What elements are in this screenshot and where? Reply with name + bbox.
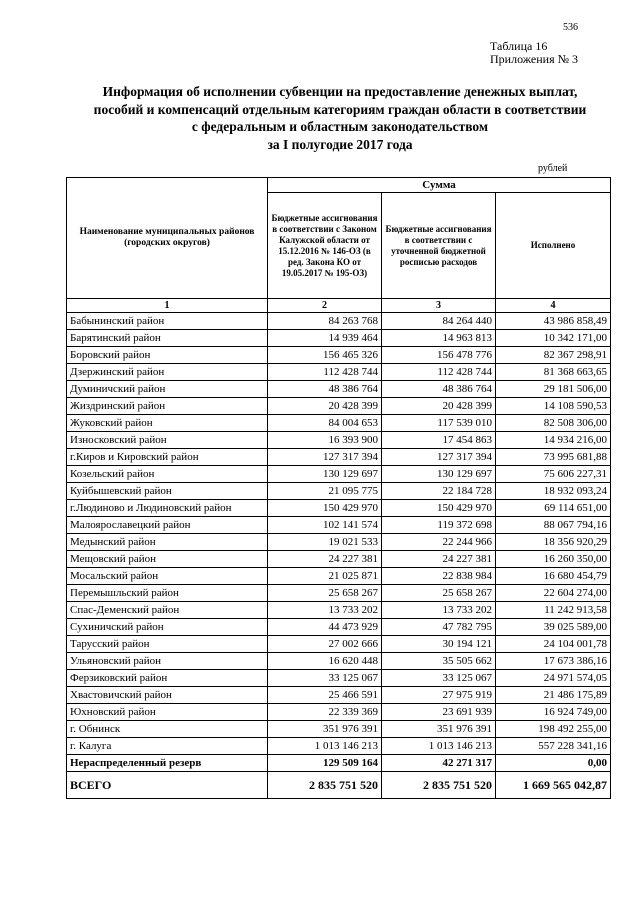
table-row bbox=[67, 364, 611, 381]
district-name-cell: г. Калуга bbox=[67, 738, 268, 755]
revised-amount-cell: 117 539 010 bbox=[382, 415, 496, 432]
revised-amount-cell: 84 264 440 bbox=[382, 313, 496, 330]
executed-amount-cell: 21 486 175,89 bbox=[496, 687, 611, 704]
approved-amount-cell: 33 125 067 bbox=[268, 670, 382, 687]
table-row bbox=[67, 517, 611, 534]
executed-amount-cell: 18 932 093,24 bbox=[496, 483, 611, 500]
approved-amount-cell: 84 263 768 bbox=[268, 313, 382, 330]
table-row bbox=[67, 483, 611, 500]
table-row bbox=[67, 721, 611, 738]
executed-amount-cell: 11 242 913,58 bbox=[496, 602, 611, 619]
header-approved-column: Бюджетные ассигнования в соответствии с Законом Калужской области от 15.12.2016 № 146-ОЗ (в ред. Закона КО от 19.05.2017 № 195-ОЗ) bbox=[268, 193, 382, 299]
district-name-cell: Бабынинский район bbox=[67, 313, 268, 330]
executed-amount-cell: 22 604 274,00 bbox=[496, 585, 611, 602]
revised-amount-cell: 156 478 776 bbox=[382, 347, 496, 364]
approved-amount-cell: 351 976 391 bbox=[268, 721, 382, 738]
appendix-label: Приложения № 3 bbox=[490, 52, 579, 66]
district-name-cell: г.Людиново и Людиновский район bbox=[67, 500, 268, 517]
approved-amount-cell: 48 386 764 bbox=[268, 381, 382, 398]
table-row bbox=[67, 415, 611, 432]
table-row bbox=[67, 381, 611, 398]
district-name-cell: Сухиничский район bbox=[67, 619, 268, 636]
revised-amount-cell: 20 428 399 bbox=[382, 398, 496, 415]
executed-amount-cell: 43 986 858,49 bbox=[496, 313, 611, 330]
approved-amount-cell: 102 141 574 bbox=[268, 517, 382, 534]
approved-amount-cell: 13 733 202 bbox=[268, 602, 382, 619]
district-name-cell: ВСЕГО bbox=[67, 772, 268, 799]
title-line: пособий и компенсаций отдельным категориям граждан области в соответствии bbox=[93, 101, 587, 117]
header-revised-column: Бюджетные ассигнования в соответствии с уточненной бюджетной росписью расходов bbox=[382, 193, 496, 299]
executed-amount-cell: 24 104 001,78 bbox=[496, 636, 611, 653]
revised-amount-cell: 14 963 813 bbox=[382, 330, 496, 347]
table-row bbox=[67, 687, 611, 704]
approved-amount-cell: 21 025 871 bbox=[268, 568, 382, 585]
executed-amount-cell: 17 673 386,16 bbox=[496, 653, 611, 670]
district-name-cell: Ферзиковский район bbox=[67, 670, 268, 687]
executed-amount-cell: 14 934 216,00 bbox=[496, 432, 611, 449]
table-reference bbox=[490, 40, 578, 66]
revised-amount-cell: 351 976 391 bbox=[382, 721, 496, 738]
column-number: 4 bbox=[496, 299, 611, 313]
approved-amount-cell: 19 021 533 bbox=[268, 534, 382, 551]
district-name-cell: г.Киров и Кировский район bbox=[67, 449, 268, 466]
approved-amount-cell: 130 129 697 bbox=[268, 466, 382, 483]
executed-amount-cell: 16 260 350,00 bbox=[496, 551, 611, 568]
district-name-cell: Дзержинский район bbox=[67, 364, 268, 381]
approved-amount-cell: 150 429 970 bbox=[268, 500, 382, 517]
executed-amount-cell: 16 680 454,79 bbox=[496, 568, 611, 585]
approved-amount-cell: 21 095 775 bbox=[268, 483, 382, 500]
column-number: 1 bbox=[67, 299, 268, 313]
header-sum-group: Сумма bbox=[268, 178, 611, 193]
executed-amount-cell: 73 995 681,88 bbox=[496, 449, 611, 466]
table-row bbox=[67, 602, 611, 619]
executed-amount-cell: 81 368 663,65 bbox=[496, 364, 611, 381]
title-line: с федеральным и областным законодательством bbox=[191, 119, 489, 134]
revised-amount-cell: 22 184 728 bbox=[382, 483, 496, 500]
district-name-cell: Жиздринский район bbox=[67, 398, 268, 415]
approved-amount-cell: 156 465 326 bbox=[268, 347, 382, 364]
executed-amount-cell: 29 181 506,00 bbox=[496, 381, 611, 398]
total-row bbox=[67, 772, 611, 799]
district-name-cell: Спас-Деменский район bbox=[67, 602, 268, 619]
revised-amount-cell: 25 658 267 bbox=[382, 585, 496, 602]
revised-amount-cell: 127 317 394 bbox=[382, 449, 496, 466]
table-row bbox=[67, 636, 611, 653]
executed-amount-cell: 39 025 589,00 bbox=[496, 619, 611, 636]
executed-amount-cell: 82 367 298,91 bbox=[496, 347, 611, 364]
revised-amount-cell: 17 454 863 bbox=[382, 432, 496, 449]
table-label: Таблица 16 bbox=[490, 39, 548, 53]
table-row bbox=[67, 449, 611, 466]
district-name-cell: Мещовский район bbox=[67, 551, 268, 568]
revised-amount-cell: 42 271 317 bbox=[382, 755, 496, 772]
reserve-row bbox=[67, 755, 611, 772]
table-row bbox=[67, 432, 611, 449]
table-row bbox=[67, 585, 611, 602]
table-row bbox=[67, 330, 611, 347]
table-row bbox=[67, 347, 611, 364]
table-body bbox=[67, 313, 611, 799]
district-name-cell: Тарусский район bbox=[67, 636, 268, 653]
revised-amount-cell: 2 835 751 520 bbox=[382, 772, 496, 799]
approved-amount-cell: 22 339 369 bbox=[268, 704, 382, 721]
revised-amount-cell: 1 013 146 213 bbox=[382, 738, 496, 755]
approved-amount-cell: 16 620 448 bbox=[268, 653, 382, 670]
revised-amount-cell: 47 782 795 bbox=[382, 619, 496, 636]
district-name-cell: Куйбышевский район bbox=[67, 483, 268, 500]
column-number: 2 bbox=[268, 299, 382, 313]
revised-amount-cell: 35 505 662 bbox=[382, 653, 496, 670]
district-name-cell: Барятинский район bbox=[67, 330, 268, 347]
district-name-cell: Перемышльский район bbox=[67, 585, 268, 602]
approved-amount-cell: 25 466 591 bbox=[268, 687, 382, 704]
approved-amount-cell: 84 004 653 bbox=[268, 415, 382, 432]
executed-amount-cell: 1 669 565 042,87 bbox=[496, 772, 611, 799]
table-row bbox=[67, 500, 611, 517]
revised-amount-cell: 30 194 121 bbox=[382, 636, 496, 653]
executed-amount-cell: 0,00 bbox=[496, 755, 611, 772]
table-row bbox=[67, 551, 611, 568]
approved-amount-cell: 20 428 399 bbox=[268, 398, 382, 415]
district-name-cell: Юхновский район bbox=[67, 704, 268, 721]
revised-amount-cell: 119 372 698 bbox=[382, 517, 496, 534]
title-line: Информация об исполнении субвенции на предоставление денежных выплат, bbox=[102, 84, 578, 99]
executed-amount-cell: 18 356 920,29 bbox=[496, 534, 611, 551]
approved-amount-cell: 44 473 929 bbox=[268, 619, 382, 636]
revised-amount-cell: 27 975 919 bbox=[382, 687, 496, 704]
district-name-cell: Хвастовичский район bbox=[67, 687, 268, 704]
approved-amount-cell: 2 835 751 520 bbox=[268, 772, 382, 799]
district-name-cell: Нераспределенный резерв bbox=[67, 755, 268, 772]
revised-amount-cell: 48 386 764 bbox=[382, 381, 496, 398]
table-row bbox=[67, 619, 611, 636]
executed-amount-cell: 88 067 794,16 bbox=[496, 517, 611, 534]
executed-amount-cell: 557 228 341,16 bbox=[496, 738, 611, 755]
approved-amount-cell: 25 658 267 bbox=[268, 585, 382, 602]
table-row bbox=[67, 653, 611, 670]
executed-amount-cell: 10 342 171,00 bbox=[496, 330, 611, 347]
district-name-cell: Ульяновский район bbox=[67, 653, 268, 670]
units-label: рублей bbox=[538, 163, 568, 174]
table-row bbox=[67, 466, 611, 483]
revised-amount-cell: 150 429 970 bbox=[382, 500, 496, 517]
revised-amount-cell: 13 733 202 bbox=[382, 602, 496, 619]
district-name-cell: Малоярославецкий район bbox=[67, 517, 268, 534]
subvention-table bbox=[66, 177, 611, 799]
district-name-cell: Мосальский район bbox=[67, 568, 268, 585]
table-row bbox=[67, 534, 611, 551]
executed-amount-cell: 198 492 255,00 bbox=[496, 721, 611, 738]
executed-amount-cell: 69 114 651,00 bbox=[496, 500, 611, 517]
document-title bbox=[60, 83, 620, 153]
executed-amount-cell: 14 108 590,53 bbox=[496, 398, 611, 415]
executed-amount-cell: 24 971 574,05 bbox=[496, 670, 611, 687]
table-row bbox=[67, 568, 611, 585]
district-name-cell: Износковский район bbox=[67, 432, 268, 449]
district-name-cell: Боровский район bbox=[67, 347, 268, 364]
approved-amount-cell: 1 013 146 213 bbox=[268, 738, 382, 755]
approved-amount-cell: 27 002 666 bbox=[268, 636, 382, 653]
executed-amount-cell: 75 606 227,31 bbox=[496, 466, 611, 483]
revised-amount-cell: 130 129 697 bbox=[382, 466, 496, 483]
district-name-cell: Думиничский район bbox=[67, 381, 268, 398]
approved-amount-cell: 129 509 164 bbox=[268, 755, 382, 772]
revised-amount-cell: 22 244 966 bbox=[382, 534, 496, 551]
table-row bbox=[67, 704, 611, 721]
approved-amount-cell: 127 317 394 bbox=[268, 449, 382, 466]
approved-amount-cell: 14 939 464 bbox=[268, 330, 382, 347]
column-number: 3 bbox=[382, 299, 496, 313]
table-row bbox=[67, 670, 611, 687]
page-number: 536 bbox=[563, 22, 578, 33]
district-name-cell: Медынский район bbox=[67, 534, 268, 551]
revised-amount-cell: 24 227 381 bbox=[382, 551, 496, 568]
executed-amount-cell: 16 924 749,00 bbox=[496, 704, 611, 721]
district-name-cell: г. Обнинск bbox=[67, 721, 268, 738]
revised-amount-cell: 112 428 744 bbox=[382, 364, 496, 381]
table-row bbox=[67, 398, 611, 415]
approved-amount-cell: 112 428 744 bbox=[268, 364, 382, 381]
table-row bbox=[67, 313, 611, 330]
revised-amount-cell: 22 838 984 bbox=[382, 568, 496, 585]
approved-amount-cell: 16 393 900 bbox=[268, 432, 382, 449]
revised-amount-cell: 33 125 067 bbox=[382, 670, 496, 687]
district-name-cell: Жуковский район bbox=[67, 415, 268, 432]
revised-amount-cell: 23 691 939 bbox=[382, 704, 496, 721]
table-row bbox=[67, 738, 611, 755]
header-name-column: Наименование муниципальных районов (городских округов) bbox=[67, 178, 268, 299]
approved-amount-cell: 24 227 381 bbox=[268, 551, 382, 568]
district-name-cell: Козельский район bbox=[67, 466, 268, 483]
title-line: за I полугодие 2017 года bbox=[267, 136, 413, 152]
header-executed-column: Исполнено bbox=[496, 193, 611, 299]
executed-amount-cell: 82 508 306,00 bbox=[496, 415, 611, 432]
